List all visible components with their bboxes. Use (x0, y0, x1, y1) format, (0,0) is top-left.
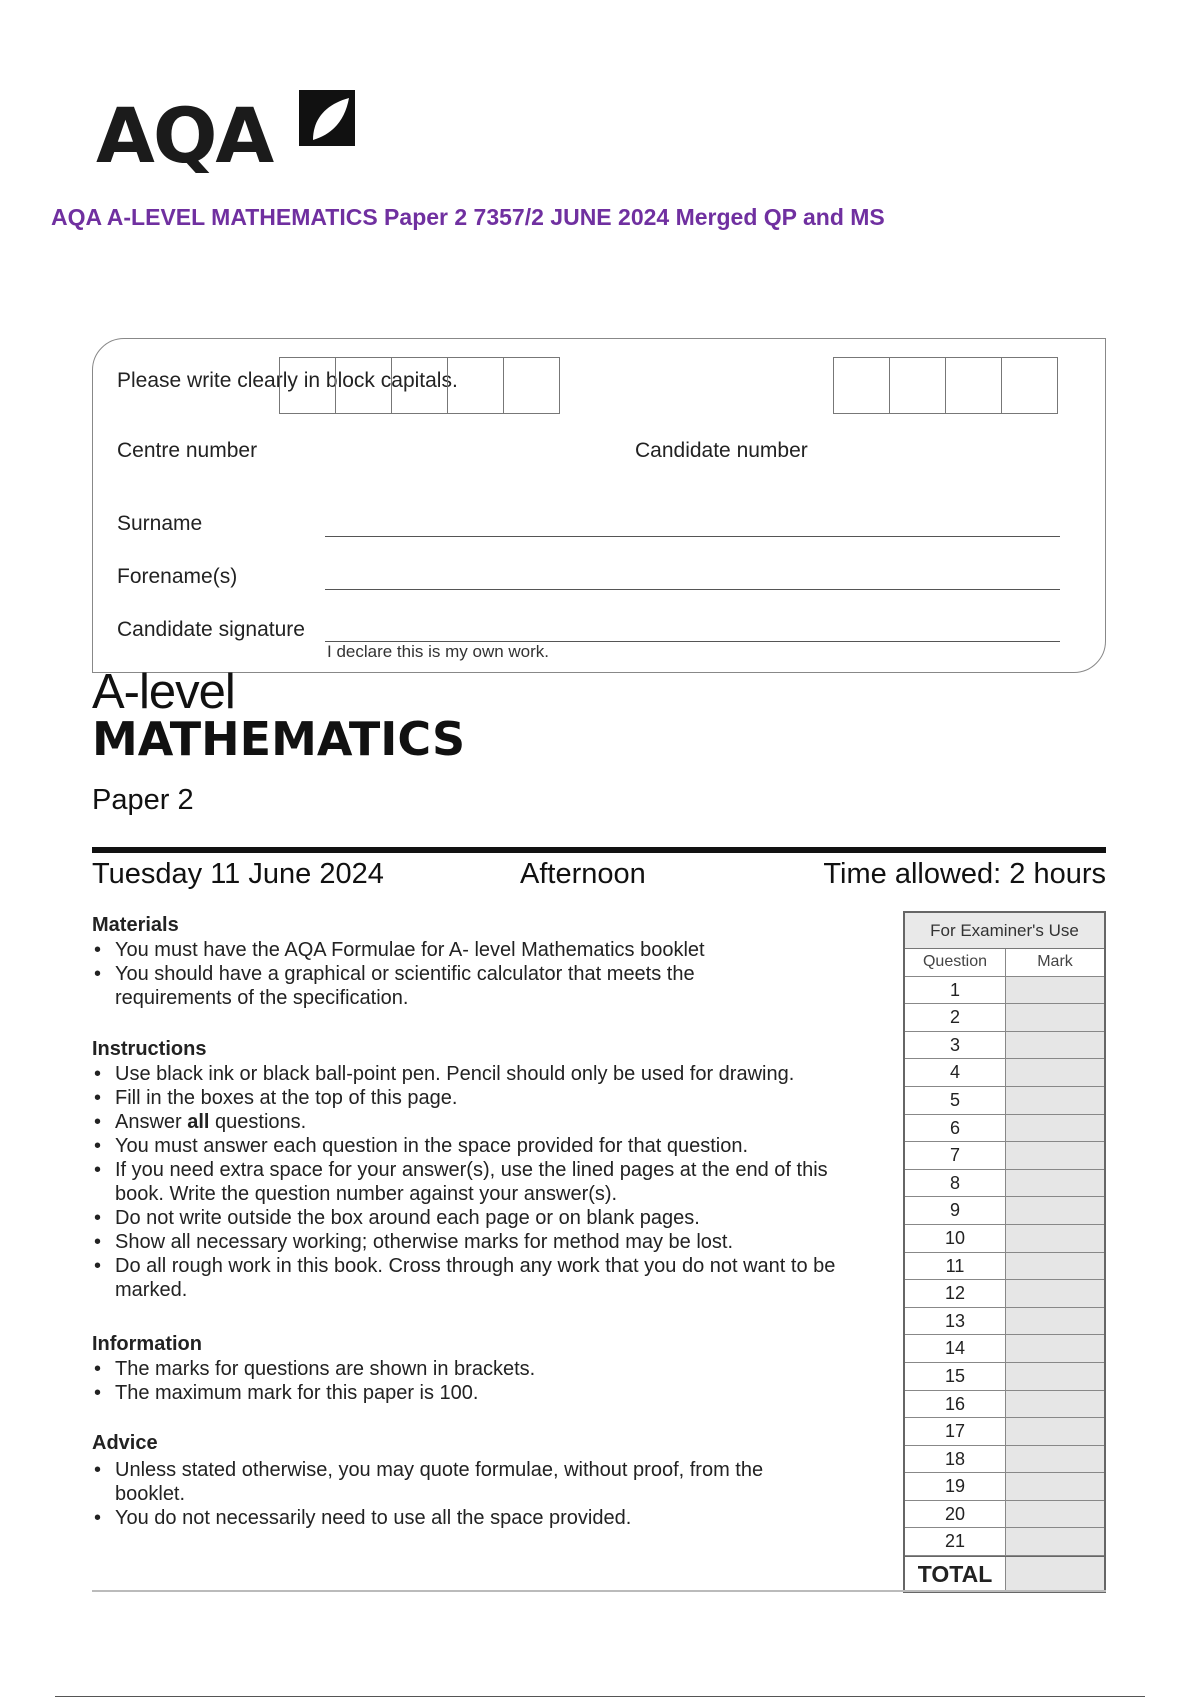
exam-session: Afternoon (520, 858, 646, 890)
aqa-logo (96, 88, 366, 183)
table-row (905, 1473, 1104, 1501)
mark-cell[interactable] (1006, 1335, 1104, 1362)
question-number: 8 (905, 1170, 1006, 1197)
candidate-number-label: Candidate number (635, 439, 808, 462)
mark-cell[interactable] (1006, 1004, 1104, 1031)
table-row (905, 1280, 1104, 1308)
question-number: 21 (905, 1528, 1006, 1555)
mark-cell[interactable] (1006, 1418, 1104, 1445)
table-row (905, 1032, 1104, 1060)
mark-cell[interactable] (1006, 977, 1104, 1004)
centre-number-cell[interactable] (503, 357, 560, 414)
mark-cell[interactable] (1006, 1446, 1104, 1473)
list-item: • The marks for questions are shown in brackets. (92, 1357, 872, 1381)
table-row (905, 1501, 1104, 1529)
list-item: • Do all rough work in this book. Cross through any work that you do not want to be marked. (92, 1254, 885, 1302)
instructions-section (92, 1038, 872, 1302)
question-number: 20 (905, 1501, 1006, 1528)
list-item: • You should have a graphical or scientific calculator that meets the requirements of the specification. (92, 962, 775, 1010)
answer-all-suffix: questions. (209, 1111, 307, 1133)
question-column-header: Question (905, 949, 1006, 976)
table-row (905, 1115, 1104, 1143)
total-label: TOTAL (905, 1557, 1006, 1591)
materials-section (92, 914, 872, 1010)
centre-number-cell[interactable] (447, 357, 504, 414)
total-row (905, 1556, 1104, 1591)
table-row (905, 1253, 1104, 1281)
candidate-number-cell[interactable] (833, 357, 890, 414)
centre-number-cell[interactable] (391, 357, 448, 414)
footer-rule (92, 1590, 1106, 1592)
mark-cell[interactable] (1006, 1087, 1104, 1114)
question-number: 13 (905, 1308, 1006, 1335)
centre-number-label: Centre number (117, 439, 258, 462)
question-number: 10 (905, 1225, 1006, 1252)
advice-section (92, 1432, 872, 1530)
total-mark-cell[interactable] (1006, 1557, 1104, 1591)
page-bottom-rule (55, 1696, 1145, 1697)
information-heading: Information (92, 1333, 202, 1355)
list-item: • The maximum mark for this paper is 100. (92, 1381, 872, 1405)
candidate-number-cell[interactable] (1001, 357, 1058, 414)
mark-cell[interactable] (1006, 1501, 1104, 1528)
mark-cell[interactable] (1006, 1032, 1104, 1059)
signature-label: Candidate signature (117, 618, 305, 641)
qualification-level: A-level (92, 665, 235, 719)
mark-cell[interactable] (1006, 1280, 1104, 1307)
centre-number-cell[interactable] (279, 357, 336, 414)
candidate-number-cell[interactable] (889, 357, 946, 414)
question-number: 19 (905, 1473, 1006, 1500)
table-row (905, 1004, 1104, 1032)
table-row (905, 1391, 1104, 1419)
table-row (905, 1087, 1104, 1115)
document-title: AQA A-LEVEL MATHEMATICS Paper 2 7357/2 JUNE 2024 Merged QP and MS (51, 204, 885, 230)
mark-cell[interactable] (1006, 1170, 1104, 1197)
mark-cell[interactable] (1006, 1473, 1104, 1500)
mark-cell[interactable] (1006, 1391, 1104, 1418)
subject-title: MATHEMATICS (92, 712, 466, 766)
mark-cell[interactable] (1006, 1115, 1104, 1142)
aqa-leaf-icon (299, 90, 355, 146)
question-number: 7 (905, 1142, 1006, 1169)
forenames-label: Forename(s) (117, 565, 238, 588)
header-rule (92, 847, 1106, 853)
mark-cell[interactable] (1006, 1225, 1104, 1252)
table-row (905, 1059, 1104, 1087)
list-item: • Use black ink or black ball-point pen. Pencil should only be used for drawing. (92, 1062, 872, 1086)
mark-cell[interactable] (1006, 1059, 1104, 1086)
surname-label: Surname (117, 512, 203, 535)
list-item: • Unless stated otherwise, you may quote formulae, without proof, from the booklet. (92, 1458, 815, 1506)
question-number: 9 (905, 1197, 1006, 1224)
materials-heading: Materials (92, 914, 179, 936)
candidate-number-boxes[interactable] (834, 357, 1058, 414)
mark-cell[interactable] (1006, 1363, 1104, 1390)
examiner-table-header (905, 949, 1104, 977)
centre-number-cell[interactable] (335, 357, 392, 414)
information-section (92, 1333, 872, 1405)
question-number: 4 (905, 1059, 1006, 1086)
aqa-logo-text: AQA (96, 91, 273, 180)
time-allowed: Time allowed: 2 hours (823, 858, 1106, 890)
question-number: 16 (905, 1391, 1006, 1418)
instructions-heading: Instructions (92, 1038, 207, 1060)
list-item: • Fill in the boxes at the top of this page. (92, 1086, 872, 1110)
list-item (92, 1110, 872, 1134)
mark-cell[interactable] (1006, 1308, 1104, 1335)
question-number: 11 (905, 1253, 1006, 1280)
list-item: • You must answer each question in the space provided for that question. (92, 1134, 872, 1158)
examiner-table-title: For Examiner's Use (905, 913, 1104, 949)
exam-date: Tuesday 11 June 2024 (92, 858, 384, 890)
mark-cell[interactable] (1006, 1197, 1104, 1224)
question-number: 18 (905, 1446, 1006, 1473)
advice-heading: Advice (92, 1432, 158, 1454)
candidate-number-cell[interactable] (945, 357, 1002, 414)
table-row (905, 1197, 1104, 1225)
table-row (905, 1225, 1104, 1253)
table-row (905, 1528, 1104, 1556)
list-item: • Do not write outside the box around each page or on blank pages. (92, 1206, 872, 1230)
declaration-text: I declare this is my own work. (327, 642, 550, 661)
question-number: 5 (905, 1087, 1006, 1114)
list-item: • Show all necessary working; otherwise marks for method may be lost. (92, 1230, 872, 1254)
table-row (905, 977, 1104, 1005)
answer-all-prefix: Answer (115, 1111, 188, 1133)
table-row (905, 1308, 1104, 1336)
candidate-details-box (92, 338, 1106, 673)
question-number: 2 (905, 1004, 1006, 1031)
table-row (905, 1363, 1104, 1391)
list-item: • If you need extra space for your answer(s), use the lined pages at the end of this book. Write the question number against your answer(s). (92, 1158, 875, 1206)
block-capitals-instruction: Please write clearly in block capitals. (117, 369, 458, 392)
question-number: 17 (905, 1418, 1006, 1445)
list-item: • You must have the AQA Formulae for A‑ level Mathematics booklet (92, 938, 872, 962)
examiner-table-body (905, 977, 1104, 1556)
surname-field[interactable] (325, 536, 1060, 537)
mark-column-header: Mark (1006, 949, 1104, 976)
question-number: 14 (905, 1335, 1006, 1362)
mark-cell[interactable] (1006, 1253, 1104, 1280)
mark-cell[interactable] (1006, 1528, 1104, 1555)
forenames-field[interactable] (325, 589, 1060, 590)
table-row (905, 1142, 1104, 1170)
table-row (905, 1418, 1104, 1446)
question-number: 3 (905, 1032, 1006, 1059)
table-row (905, 1446, 1104, 1474)
question-number: 15 (905, 1363, 1006, 1390)
question-number: 6 (905, 1115, 1006, 1142)
table-row (905, 1335, 1104, 1363)
list-item: • You do not necessarily need to use all the space provided. (92, 1506, 872, 1530)
mark-cell[interactable] (1006, 1142, 1104, 1169)
answer-all-emphasis: all (187, 1111, 210, 1133)
question-number: 12 (905, 1280, 1006, 1307)
table-row (905, 1170, 1104, 1198)
examiner-use-table (903, 911, 1106, 1593)
centre-number-boxes[interactable] (280, 357, 560, 414)
question-number: 1 (905, 977, 1006, 1004)
paper-number: Paper 2 (92, 784, 194, 816)
